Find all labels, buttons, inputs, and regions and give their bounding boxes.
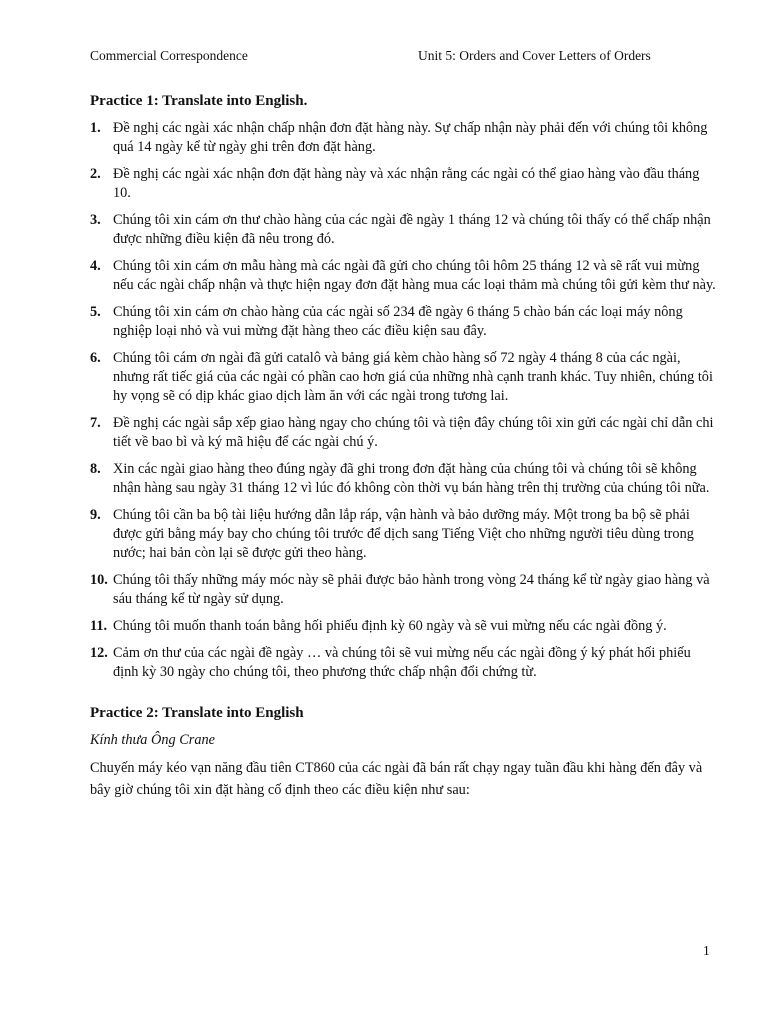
item-text: Chúng tôi thấy những máy móc này sẽ phải được bảo hành trong vòng 24 tháng kể từ ngày giao hàng và sáu tháng kể từ ngày sử dụng. xyxy=(113,572,710,607)
practice-2-title: Practice 2: Translate into English xyxy=(90,705,304,721)
item-text: Chúng tôi xin cám ơn thư chào hàng của các ngài đề ngày 1 tháng 12 và chúng tôi thấy có thể chấp nhận được những điều kiện đã nêu trong đó. xyxy=(113,212,711,247)
header-unit-title: Unit 5: Orders and Cover Letters of Orders xyxy=(418,48,651,63)
item-number: 3. xyxy=(90,212,101,228)
item-number: 12. xyxy=(90,645,108,661)
item-text: Chúng tôi cần ba bộ tài liệu hướng dẫn lắp ráp, vận hành và bảo dưỡng máy. Một trong ba bộ sẽ phải được gửi bằng máy bay cho chúng tôi trước để dịch sang Tiếng Việt cho những người tiêu dùng trong nước; hai bản còn lại sẽ được gửi theo hàng. xyxy=(113,507,694,561)
item-text: Xin các ngài giao hàng theo đúng ngày đã ghi trong đơn đặt hàng của chúng tôi và chúng tôi sẽ không nhận hàng sau ngày 31 tháng 12 vì lúc đó không còn thời vụ bán hàng trên thị trường của chúng tôi nữa. xyxy=(113,461,710,496)
item-number: 6. xyxy=(90,350,101,366)
item-number: 5. xyxy=(90,304,101,320)
item-number: 7. xyxy=(90,415,101,431)
item-text: Đề nghị các ngài xác nhận đơn đặt hàng này và xác nhận rằng các ngài có thể giao hàng vào đầu tháng 10. xyxy=(113,166,700,201)
item-text: Chúng tôi xin cám ơn chào hàng của các ngài số 234 đề ngày 6 tháng 5 chào bán các loại máy nông nghiệp loại nhỏ và vui mừng đặt hàng theo các điều kiện sau đây. xyxy=(113,304,683,339)
list-item xyxy=(90,644,716,682)
item-number: 8. xyxy=(90,461,101,477)
letter-paragraph: Chuyến máy kéo vạn năng đầu tiên CT860 của các ngài đã bán rất chạy ngay tuần đầu khi hàng đến đây và bây giờ chúng tôi xin đặt hàng cố định theo các điều kiện như sau: xyxy=(90,760,703,798)
list-item xyxy=(90,460,716,498)
list-item xyxy=(90,165,716,203)
list-item xyxy=(90,211,716,249)
item-text: Chúng tôi cám ơn ngài đã gửi catalô và bảng giá kèm chào hàng số 72 ngày 4 tháng 8 của các ngài, nhưng rất tiếc giá của các ngài có phần cao hơn giá của những nhà cạnh tranh khác. Tuy nhiên, chúng tôi hy vọng sẽ có dịp khác giao dịch làm ăn với các ngài trong tương lai. xyxy=(113,350,713,404)
list-item xyxy=(90,414,716,452)
item-number: 10. xyxy=(90,572,108,588)
practice-1-title: Practice 1: Translate into English. xyxy=(90,93,308,109)
item-text: Chúng tôi xin cám ơn mẫu hàng mà các ngài đã gửi cho chúng tôi hôm 25 tháng 12 và sẽ rất vui mừng nếu các ngài chấp nhận và thực hiện ngay đơn đặt hàng mua các loại thảm mà chúng tôi gửi kèm thư này. xyxy=(113,258,716,293)
list-item xyxy=(90,303,716,341)
item-number: 4. xyxy=(90,258,101,274)
header-course-title: Commercial Correspondence xyxy=(90,48,248,63)
list-item xyxy=(90,119,716,157)
item-text: Đề nghị các ngài xác nhận chấp nhận đơn đặt hàng này. Sự chấp nhận này phải đến với chúng tôi không quá 14 ngày kể từ ngày ghi trên đơn đặt hàng. xyxy=(113,120,708,155)
page-number: 1 xyxy=(703,943,710,958)
list-item xyxy=(90,349,716,406)
item-number: 2. xyxy=(90,166,101,182)
item-number: 1. xyxy=(90,120,101,136)
letter-salutation: Kính thưa Ông Crane xyxy=(90,732,215,748)
list-item xyxy=(90,571,716,609)
item-number: 11. xyxy=(90,618,108,634)
item-text: Đề nghị các ngài sắp xếp giao hàng ngay cho chúng tôi và tiện đây chúng tôi xin gửi các ngài chỉ dẫn chi tiết về bao bì và ký mã hiệu để các ngài chú ý. xyxy=(113,415,714,450)
item-text: Chúng tôi muốn thanh toán bằng hối phiếu định kỳ 60 ngày và sẽ vui mừng nếu các ngài đồng ý. xyxy=(113,618,667,634)
list-item xyxy=(90,257,716,295)
list-item xyxy=(90,617,716,636)
practice-1-list xyxy=(90,119,716,690)
item-number: 9. xyxy=(90,507,101,523)
list-item xyxy=(90,506,716,563)
item-text: Cảm ơn thư của các ngài đề ngày … và chúng tôi sẽ vui mừng nếu các ngài đồng ý ký phát hối phiếu định kỳ 30 ngày cho chúng tôi, theo phương thức chấp nhận đổi chứng từ. xyxy=(113,645,691,680)
